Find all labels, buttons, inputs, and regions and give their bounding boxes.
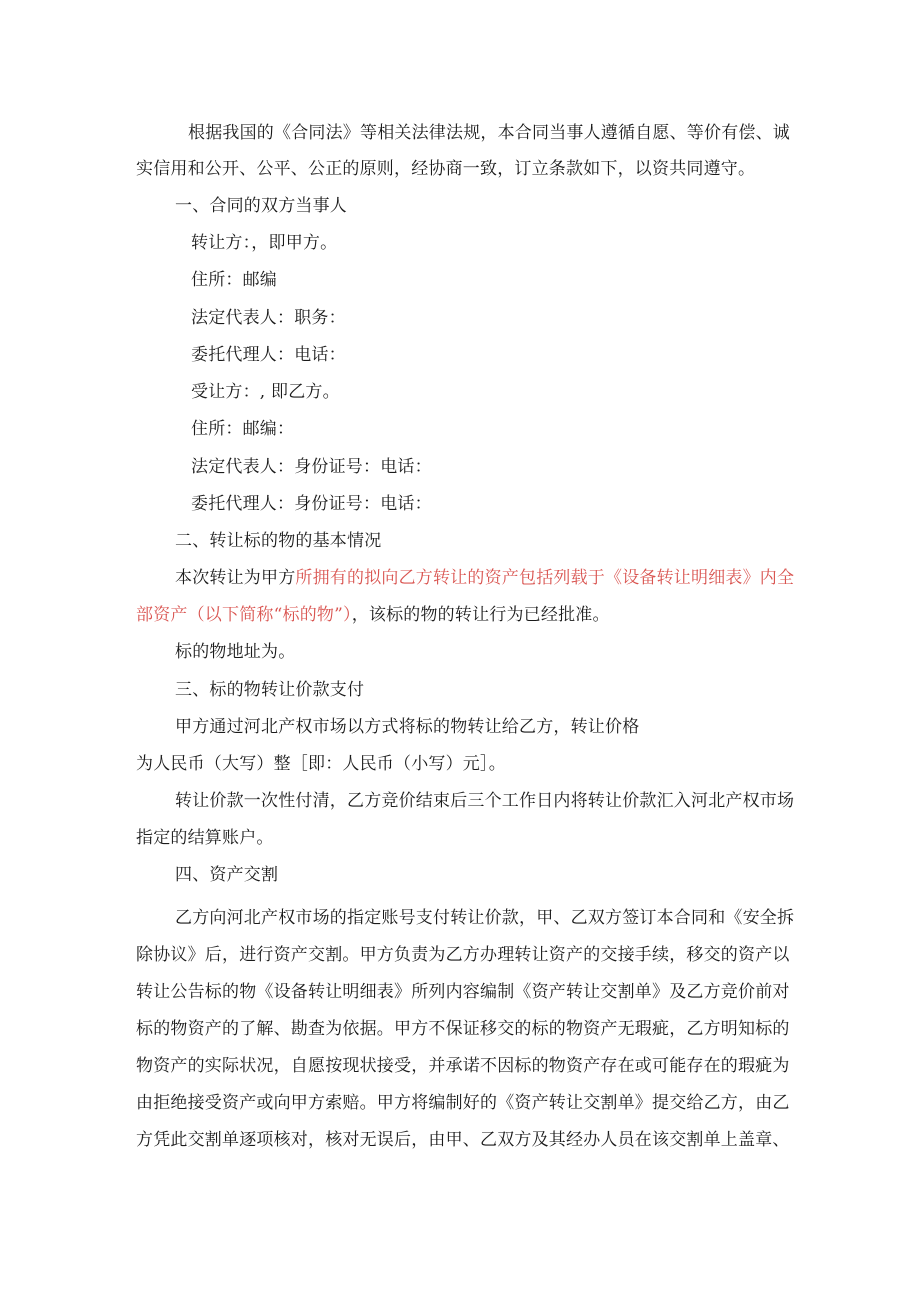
section4-line-6: 由拒绝接受资产或向甲方索赔。甲方将编制好的《资产转让交割单》提交给乙方，由乙 [136, 1093, 790, 1113]
transferee-rep-line: 法定代表人：身份证号：电话： [191, 457, 432, 477]
section2-para1-line2 [136, 604, 610, 626]
section2-para1-highlight-cont: 部资产（以下简称“标的物”） [136, 605, 352, 625]
section4-line-7: 方凭此交割单逐项核对，核对无误后，由甲、乙双方及其经办人员在该交割单上盖章、 [136, 1130, 790, 1150]
section4-line-1: 乙方向河北产权市场的指定账号支付转让价款，甲、乙双方签订本合同和《安全拆 [175, 908, 795, 928]
transferor-rep-line: 法定代表人：职务： [191, 308, 346, 328]
section4-line-5: 物资产的实际状况，自愿按现状接受，并承诺不因标的物资产存在或可能存在的瑕疵为 [136, 1056, 790, 1076]
section3-para1-line1: 甲方通过河北产权市场以方式将标的物转让给乙方，转让价格 [175, 717, 640, 737]
section2-para1-prefix: 本次转让为甲方 [175, 568, 296, 588]
section4-heading: 四、资产交割 [175, 865, 279, 885]
section3-heading: 三、标的物转让价款支付 [175, 680, 365, 700]
transferee-agent-line: 委托代理人：身份证号：电话： [191, 494, 432, 514]
transferor-agent-line: 委托代理人：电话： [191, 345, 346, 365]
section4-line-3: 转让公告标的物《设备转让明细表》所列内容编制《资产转让交割单》及乙方竞价前对 [136, 982, 790, 1002]
section2-para2: 标的物地址为。 [175, 642, 296, 662]
section2-para1-line1 [175, 567, 794, 589]
intro-line-2: 实信用和公开、公平、公正的原则，经协商一致，订立条款如下，以资共同遵守。 [136, 159, 756, 179]
section3-para2-line1: 转让价款一次性付清，乙方竞价结束后三个工作日内将转让价款汇入河北产权市场 [175, 791, 795, 811]
section2-para1-highlight: 所拥有的拟向乙方转让的资产包括列载于《设备转让明细表》内全 [295, 568, 795, 588]
section3-para1-line2: 为人民币（大写）整［即：人民币（小写）元］。 [136, 754, 506, 774]
transferor-line: 转让方：，即甲方。 [191, 233, 338, 253]
section4-line-2: 除协议》后，进行资产交割。甲方负责为乙方办理转让资产的交接手续，移交的资产以 [136, 945, 790, 965]
transferee-line: 受让方：, 即乙方。 [191, 382, 340, 402]
section1-heading: 一、合同的双方当事人 [175, 196, 347, 216]
section2-heading: 二、转让标的物的基本情况 [175, 531, 382, 551]
transferee-address-line: 住所：邮编： [191, 419, 295, 439]
section4-line-4: 标的物资产的了解、勘查为依据。甲方不保证移交的标的物资产无瑕疵，乙方明知标的 [136, 1019, 790, 1039]
transferor-address-line: 住所：邮编 [191, 270, 277, 290]
intro-line-1: 根据我国的《合同法》等相关法律法规，本合同当事人遵循自愿、等价有偿、诚 [188, 123, 790, 143]
section3-para2-line2: 指定的结算账户。 [136, 828, 274, 848]
section2-para1-suffix: ，该标的物的转让行为已经批准。 [351, 605, 610, 625]
